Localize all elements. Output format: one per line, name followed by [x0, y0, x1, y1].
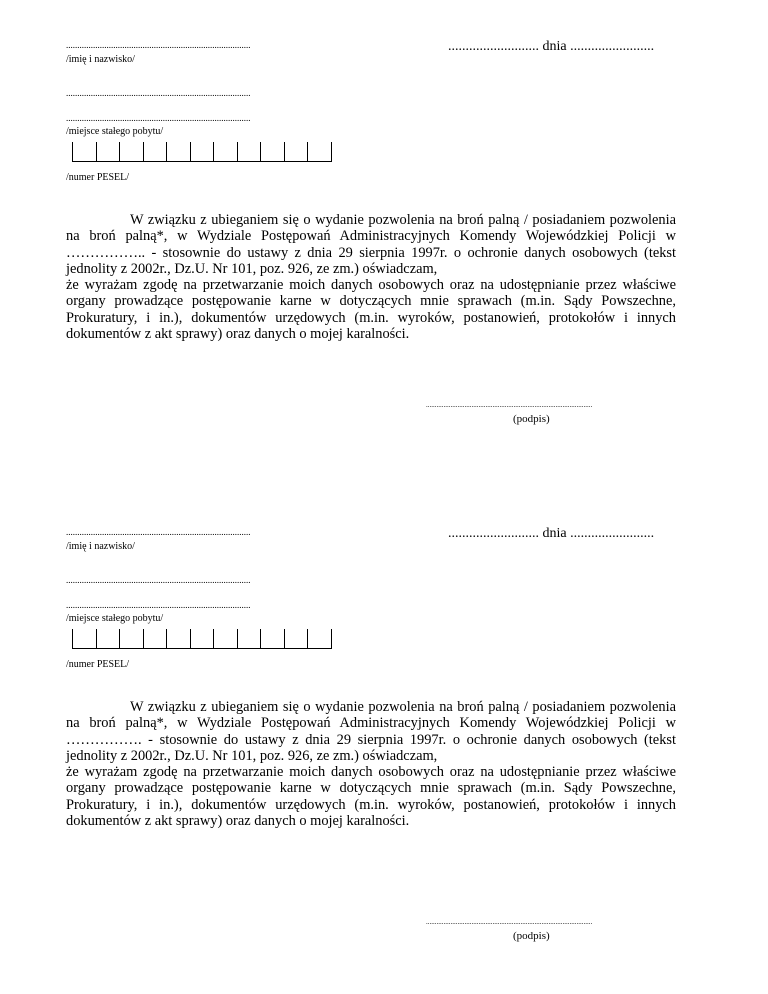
pesel-label: /numer PESEL/ — [66, 659, 130, 670]
signature-label: (podpis) — [513, 930, 550, 942]
pesel-digit-box[interactable] — [237, 142, 261, 162]
name-label: /imię i nazwisko/ — [66, 541, 135, 552]
address-label: /miejsce stałego pobytu/ — [66, 613, 164, 624]
pesel-digit-box[interactable] — [72, 629, 96, 649]
consent-paragraph-2: że wyrażam zgodę na przetwarzanie moich danych osobowych oraz na udostępnianie przez właściwe organy prowadzące postępowanie karne w dotyczących mnie sprawach (m.in. Sądy Powszechne, Prokuratury, i in.), dokumentów urzędowych (m.in. wyroków, postanowień, protokołów i innych dokumentów z akt sprawy) oraz danych o mojej karalności. — [66, 764, 676, 830]
address-field-line-2[interactable]: .................................................................................. — [66, 113, 251, 123]
pesel-digit-box[interactable] — [143, 629, 167, 649]
name-label: /imię i nazwisko/ — [66, 54, 135, 65]
pesel-digit-box[interactable] — [166, 629, 190, 649]
pesel-digit-box[interactable] — [237, 629, 261, 649]
pesel-digit-box[interactable] — [307, 629, 332, 649]
consent-text — [66, 699, 676, 829]
pesel-digit-box[interactable] — [119, 629, 143, 649]
pesel-digit-box[interactable] — [190, 629, 214, 649]
pesel-digit-box[interactable] — [96, 142, 120, 162]
consent-paragraph-1: W związku z ubieganiem się o wydanie pozwolenia na broń palną / posiadaniem pozwolenia na broń palną*, w Wydziale Postępowań Administracyjnych Komendy Wojewódzkiej Policji w …………….. - stosownie do ustawy z dnia 29 sierpnia 1997r. o ochronie danych osobowych (tekst jednolity z 2002r., Dz.U. Nr 101, poz. 926, ze zm.) oświadczam, — [66, 212, 676, 277]
address-field-line-2[interactable]: .................................................................................. — [66, 600, 251, 610]
pesel-digit-box[interactable] — [96, 629, 120, 649]
pesel-digit-box[interactable] — [166, 142, 190, 162]
address-field-line-1[interactable]: .................................................................................. — [66, 575, 251, 585]
signature-field[interactable]: ............................................................................................... — [426, 918, 593, 926]
consent-text — [66, 212, 676, 342]
name-field[interactable]: .................................................................................. — [66, 40, 251, 50]
signature-label: (podpis) — [513, 413, 550, 425]
pesel-digit-box[interactable] — [284, 629, 308, 649]
pesel-boxes[interactable] — [72, 142, 332, 162]
date-field[interactable]: .......................... dnia ........................ — [448, 39, 655, 54]
pesel-digit-box[interactable] — [72, 142, 96, 162]
pesel-digit-box[interactable] — [284, 142, 308, 162]
consent-paragraph-1: W związku z ubieganiem się o wydanie pozwolenia na broń palną / posiadaniem pozwolenia na broń palną*, w Wydziale Postępowań Administracyjnych Komendy Wojewódzkiej Policji w ……………. - stosownie do ustawy z dnia 29 sierpnia 1997r. o ochronie danych osobowych (tekst jednolity z 2002r., Dz.U. Nr 101, poz. 926, ze zm.) oświadczam, — [66, 699, 676, 764]
pesel-label: /numer PESEL/ — [66, 172, 130, 183]
pesel-digit-box[interactable] — [143, 142, 167, 162]
consent-paragraph-2: że wyrażam zgodę na przetwarzanie moich danych osobowych oraz na udostępnianie przez właściwe organy prowadzące postępowanie karne w dotyczących mnie sprawach (m.in. Sądy Powszechne, Prokuratury, i in.), dokumentów urzędowych (m.in. wyroków, postanowień, protokołów i innych dokumentów z akt sprawy) oraz danych o mojej karalności. — [66, 277, 676, 343]
name-field[interactable]: .................................................................................. — [66, 527, 251, 537]
pesel-digit-box[interactable] — [213, 142, 237, 162]
address-label: /miejsce stałego pobytu/ — [66, 126, 164, 137]
pesel-digit-box[interactable] — [213, 629, 237, 649]
signature-field[interactable]: ............................................................................................... — [426, 401, 593, 409]
pesel-digit-box[interactable] — [190, 142, 214, 162]
pesel-digit-box[interactable] — [119, 142, 143, 162]
consent-form-2 — [0, 487, 768, 984]
pesel-boxes[interactable] — [72, 629, 332, 649]
pesel-digit-box[interactable] — [260, 629, 284, 649]
date-field[interactable]: .......................... dnia ........................ — [448, 526, 655, 541]
address-field-line-1[interactable]: .................................................................................. — [66, 88, 251, 98]
pesel-digit-box[interactable] — [307, 142, 332, 162]
pesel-digit-box[interactable] — [260, 142, 284, 162]
